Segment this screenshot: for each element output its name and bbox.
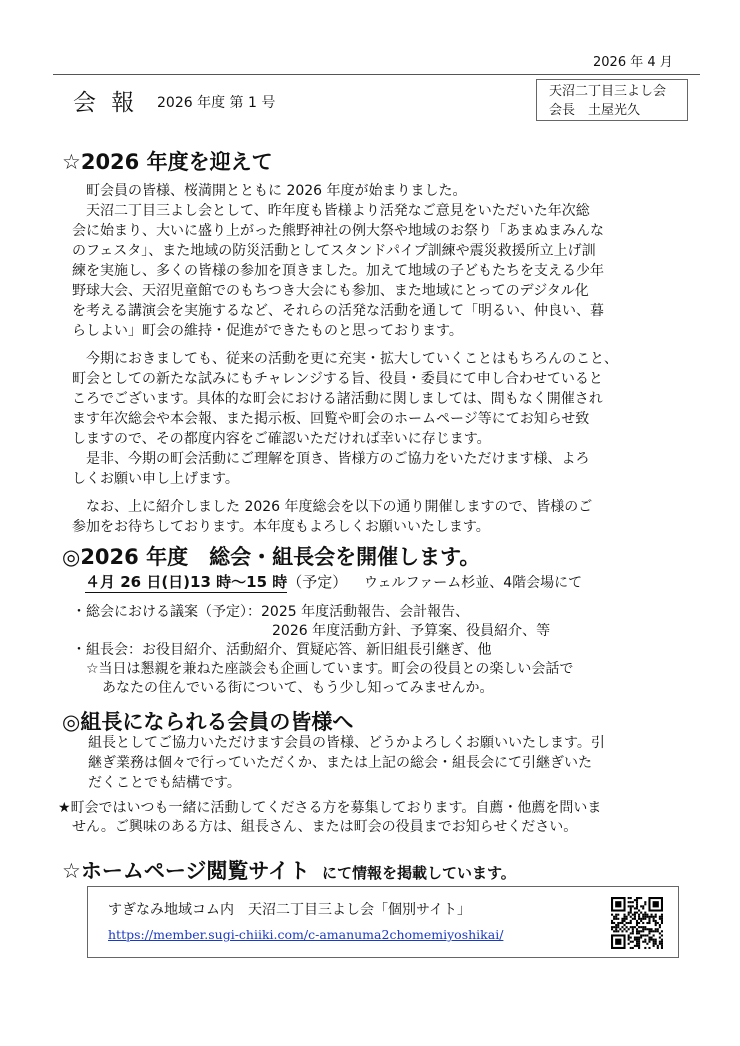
organization-box bbox=[536, 79, 688, 121]
body-line: 野球大会、天沼児童館でのもちつき大会にも参加、また地域にとってのデジタル化 bbox=[72, 283, 589, 299]
qr-code-icon[interactable] bbox=[611, 897, 663, 949]
homepage-box bbox=[87, 886, 679, 958]
president-name: 会長 土屋光久 bbox=[549, 103, 641, 118]
section-heading-new-year: ☆2026 年度を迎えて bbox=[62, 150, 273, 174]
homepage-heading bbox=[62, 855, 516, 885]
body-line: 是非、今期の町会活動にご理解を頂き、皆様方のご協力をいただけます様、よろ bbox=[72, 451, 590, 467]
section-body-new-year bbox=[72, 181, 692, 537]
body-line: ます年次総会や本会報、また掲示板、回覧や町会のホームページ等にてお知らせ致 bbox=[72, 411, 590, 427]
homepage-suffix: にて情報を掲載しています。 bbox=[321, 864, 516, 882]
body-line: 参加をお待ちしております。本年度もよろしくお願いいたします。 bbox=[72, 519, 490, 535]
meeting-venue: ウェルファーム杉並、4階会場にて bbox=[364, 575, 583, 591]
body-line: ころでございます。具体的な町会における諸活動に関しましては、間もなく開催され bbox=[72, 391, 603, 407]
organization-name: 天沼二丁目三よし会 bbox=[549, 84, 667, 99]
body-line: らしよい」町会の維持・促進ができたものと思っております。 bbox=[72, 323, 463, 339]
homepage-title: ☆ホームページ閲覧サイト bbox=[62, 859, 310, 883]
note-line: あなたの住んでいる街について、もう少し知ってみませんか。 bbox=[102, 680, 494, 696]
issue-date: 2026 年 4 月 bbox=[593, 55, 673, 70]
agenda-line: 2026 年度活動方針、予算案、役員紹介、等 bbox=[272, 623, 551, 639]
body-line: 練を実施し、多くの皆様の参加を頂きました。加えて地域の子どもたちを支える少年 bbox=[72, 263, 604, 279]
body-line: のフェスタ」、また地域の防災活動としてスタンドパイプ訓練や震災救援所立上げ訓 bbox=[72, 243, 596, 259]
body-line: 町会員の皆様、桜満開とともに 2026 年度が始まりました。 bbox=[72, 183, 467, 199]
site-name: すぎなみ地域コム内 天沼二丁目三よし会「個別サイト」 bbox=[108, 902, 472, 918]
body-line: しますので、その都度内容をご確認いただければ幸いに存じます。 bbox=[72, 431, 491, 447]
paragraph-gap bbox=[72, 489, 692, 497]
note-line: ☆当日は懇親を兼ねた座談会も企画しています。町会の役員との楽しい会話で bbox=[86, 661, 574, 677]
body-line: しくお願い申し上げます。 bbox=[72, 471, 239, 487]
recruit-line: ★町会ではいつも一緒に活動してくださる方を募集しております。自薦・他薦を問いま bbox=[58, 800, 602, 816]
meeting-datetime: ４月 26 日(日)13 時～15 時 bbox=[85, 573, 288, 591]
body-line: 継ぎ業務は個々で行っていただくか、または上記の総会・組長会にて引継ぎいた bbox=[88, 755, 592, 771]
body-line: なお、上に紹介しました 2026 年度総会を以下の通り開催しますので、皆様のご bbox=[72, 499, 593, 515]
agenda-line: ・組長会：お役目紹介、活動紹介、質疑応答、新旧組長引継ぎ、他 bbox=[72, 642, 492, 658]
section-heading-group-leaders: ◎組長になられる会員の皆様へ bbox=[62, 710, 354, 734]
meeting-schedule bbox=[85, 571, 582, 592]
issue-number: 2026 年度 第 1 号 bbox=[157, 95, 276, 111]
body-line: だくことでも結構です。 bbox=[88, 775, 241, 791]
paragraph-gap bbox=[72, 341, 692, 349]
newsletter-title: 会 報 bbox=[73, 90, 139, 116]
body-line: 組長としてご協力いただけます会員の皆様、どうかよろしくお願いいたします。引 bbox=[88, 735, 605, 751]
recruit-line: せん。ご興味のある方は、組長さん、または町会の役員までお知らせください。 bbox=[72, 819, 578, 835]
section-body-group-leaders bbox=[88, 733, 708, 793]
agenda-line: ・総会における議案（予定）：2025 年度活動報告、会計報告、 bbox=[72, 604, 470, 620]
header-divider bbox=[53, 74, 700, 75]
body-line: を考える講演会を実施するなど、それらの活発な活動を通して「明るい、仲良い、暮 bbox=[72, 303, 604, 319]
body-line: 天沼二丁目三よし会として、昨年度も皆様より活発なご意見をいただいた年次総 bbox=[72, 203, 590, 219]
body-line: 町会としての新たな試みにもチャレンジする旨、役員・委員にて申し合わせていると bbox=[72, 371, 603, 387]
site-url-link[interactable]: https://member.sugi-chiiki.com/c-amanuma2chomemiyoshikai/ bbox=[108, 927, 504, 942]
body-line: 会に始まり、大いに盛り上がった熊野神社の例大祭や地域のお祭り「あまぬまみんな bbox=[72, 223, 604, 239]
body-line: 今期におきましても、従来の活動を更に充実・拡大していくことはもちろんのこと、 bbox=[72, 351, 618, 367]
meeting-tentative: （予定） bbox=[287, 573, 348, 591]
section-heading-general-meeting: ◎2026 年度 総会・組長会を開催します。 bbox=[62, 545, 481, 569]
